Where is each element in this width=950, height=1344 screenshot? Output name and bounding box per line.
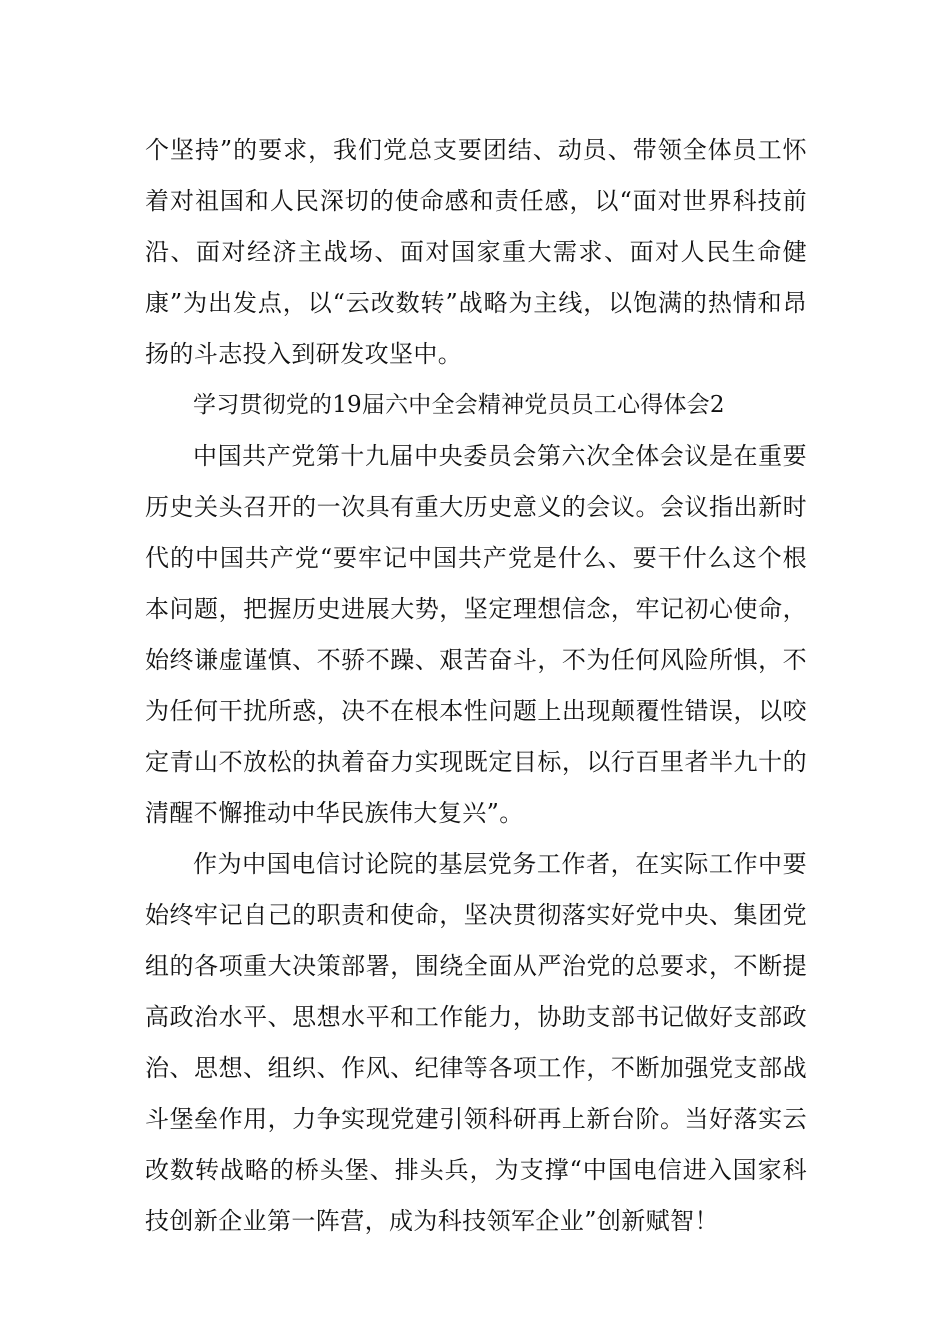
- document-page: [145, 125, 807, 1247]
- continued-paragraph: 个坚持”的要求，我们党总支要团结、动员、带领全体员工怀着对祖国和人民深切的使命感和责任感，以“面对世界科技前沿、面对经济主战场、面对国家重大需求、面对人民生命健康”为出发点，以“云改数转”战略为主线，以饱满的热情和昂扬的斗志投入到研发攻坚中。: [145, 136, 807, 368]
- body-paragraph-2: 作为中国电信讨论院的基层党务工作者，在实际工作中要始终牢记自己的职责和使命，坚决贯彻落实好党中央、集团党组的各项重大决策部署，围绕全面从严治党的总要求，不断提高政治水平、思想水平和工作能力，协助支部书记做好支部政治、思想、组织、作风、纪律等各项工作，不断加强党支部战斗堡垒作用，力争实现党建引领科研再上新台阶。当好落实云改数转战略的桥头堡、排头兵，为支撑“中国电信进入国家科技创新企业第一阵营，成为科技领军企业”创新赋智！: [145, 850, 807, 1235]
- body-paragraph-1: 中国共产党第十九届中央委员会第六次全体会议是在重要历史关头召开的一次具有重大历史意义的会议。会议指出新时代的中国共产党“要牢记中国共产党是什么、要干什么这个根本问题，把握历史进展大势，坚定理想信念，牢记初心使命，始终谦虚谨慎、不骄不躁、艰苦奋斗，不为任何风险所惧，不为任何干扰所惑，决不在根本性问题上出现颠覆性错误，以咬定青山不放松的执着奋力实现既定目标，以行百里者半九十的清醒不懈推动中华民族伟大复兴”。: [145, 442, 807, 827]
- section-title: 学习贯彻党的19届六中全会精神党员员工心得体会2: [193, 392, 725, 418]
